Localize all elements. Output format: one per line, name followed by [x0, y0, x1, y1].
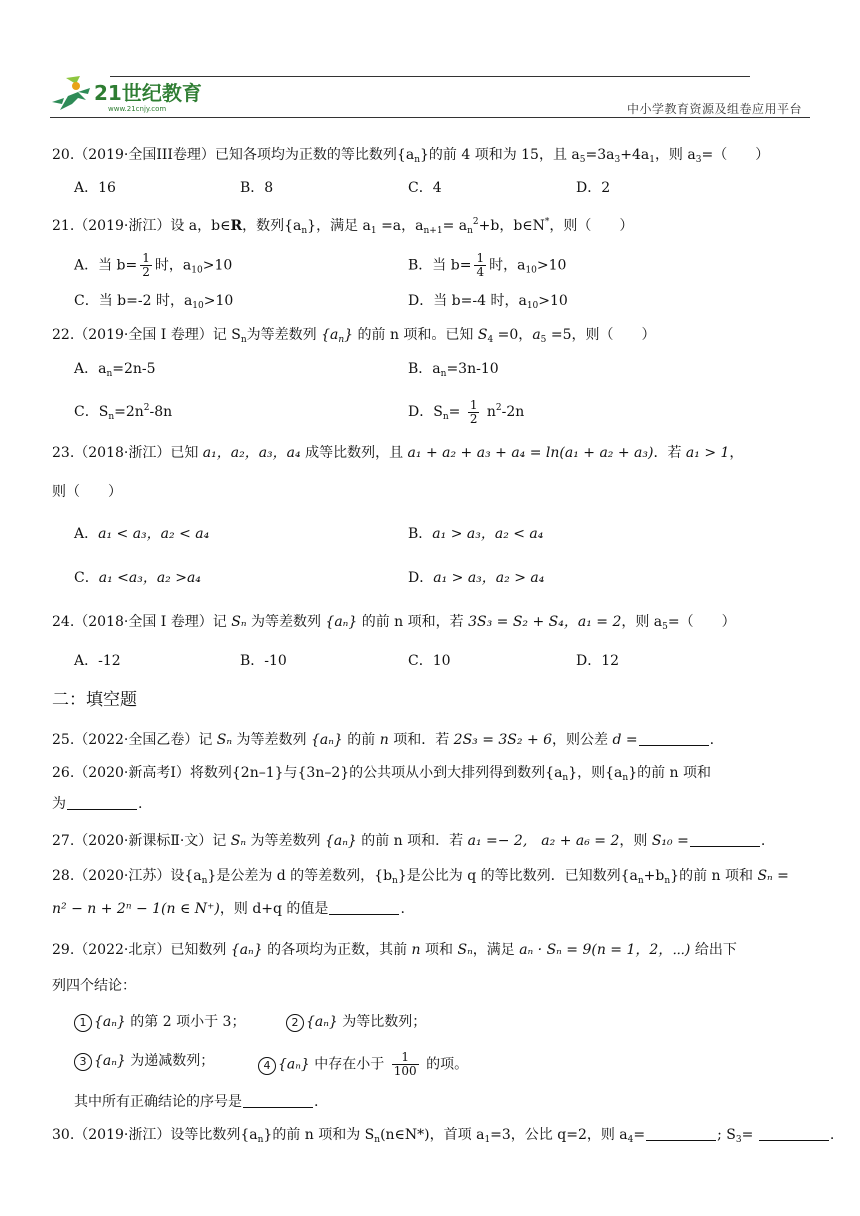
answer-blank[interactable] — [646, 1126, 716, 1141]
q29-conclusion-4: 4 {aₙ} 中存在小于 $\frac{1}{100}$ 的项。 — [258, 1051, 468, 1078]
q24-option-c: C．10 — [408, 653, 451, 669]
q23-option-d: D．a₁ > a₃，a₂ > a₄ — [408, 570, 545, 586]
q29-conclusion-1: 1 {aₙ} 的第 2 项小于 3； — [74, 1012, 245, 1032]
header-rule-bottom — [50, 117, 810, 118]
q23-option-a: A．a₁ < a₃，a₂ < a₄ — [74, 526, 210, 542]
q22-option-c: C．$S_n=2n^2-8n$ — [74, 403, 173, 422]
q23-option-b: B．a₁ > a₃，a₂ < a₄ — [408, 526, 544, 542]
question-28: 28.（2020·江苏）设$\{a_n\}$是公差为 d 的等差数列，$\{b_n\}$是公比为 q 的等比数列．已知数列$\{a_n+b_n\}$的前 n 项和 Sₙ = — [52, 868, 789, 886]
q22-option-b: B．$a_n=3n-10$ — [408, 361, 499, 379]
question-29: 29.（2022·北京）已知数列 {aₙ} 的各项均为正数，其前 n 项和 Sₙ，满足 aₙ · Sₙ = 9(n = 1，2，⋯) 给出下 — [52, 942, 737, 958]
question-22: 22.（2019·全国 I 卷理）记 $S_n$为等差数列 $\{a_n\}$ 的前 n 项和。已知 $S_4 =0$，$a_5 =5$，则（ ） — [52, 327, 656, 345]
question-26: 26.（2020·新高考Ⅰ）将数列{2n–1}与{3n–2}的公共项从小到大排列得到数列$\{a_n\}$，则$\{a_n\}$的前 n 项和 — [52, 765, 712, 783]
q29-conclusion-2: 2 {aₙ} 为等比数列； — [286, 1012, 426, 1032]
question-27: 27.（2020·新课标Ⅱ·文）记 Sₙ 为等差数列 {aₙ} 的前 n 项和．若 a₁ =− 2, a₂ + a₆ = 2，则 S₁₀ = . — [52, 833, 766, 849]
answer-blank[interactable] — [67, 795, 137, 810]
q20-option-a: A．16 — [74, 180, 116, 196]
q20-option-c: C．4 — [408, 180, 442, 196]
q29-ask: 其中所有正确结论的序号是 . — [74, 1094, 319, 1110]
answer-blank[interactable] — [639, 731, 709, 746]
question-24: 24.（2018·全国 I 卷理）记 Sₙ 为等差数列 {aₙ} 的前 n 项和，若 3S₃ = S₂ + S₄，a₁ = 2，则 $a_5=$（ ） — [52, 614, 736, 632]
q21-option-a: A．当 b= $\frac{1}{2}$ 时，$a_{10}>10$ — [74, 251, 233, 279]
q24-option-d: D．12 — [576, 653, 620, 669]
q29-conclusion-3: 3 {aₙ} 为递减数列； — [74, 1051, 214, 1071]
question-23: 23.（2018·浙江）已知 a₁，a₂，a₃，a₄ 成等比数列，且 a₁ + a₂ + a₃ + a₄ = ln(a₁ + a₂ + a₃)．若 a₁ > 1， — [52, 445, 744, 461]
question-26-line2: 为 . — [52, 796, 143, 812]
q21-option-d: D．当 b=-4 时，$a_{10}>10$ — [408, 293, 568, 311]
q20-option-b: B．8 — [240, 180, 274, 196]
q21-option-c: C．当 b=-2 时，$a_{10}>10$ — [74, 293, 234, 311]
logo-icon — [48, 72, 218, 114]
logo-url: www.21cnjy.com — [108, 105, 167, 113]
answer-blank[interactable] — [759, 1126, 829, 1141]
question-23-line2: 则（ ） — [52, 484, 122, 500]
section-title: 二：填空题 — [52, 690, 137, 710]
q20-option-d: D．2 — [576, 180, 611, 196]
answer-blank[interactable] — [243, 1093, 313, 1108]
question-25: 25.（2022·全国乙卷）记 Sₙ 为等差数列 {aₙ} 的前 n 项和．若 2S₃ = 3S₂ + 6，则公差 d = . — [52, 732, 715, 748]
q22-option-a: A．$a_n=2n-5$ — [74, 361, 156, 379]
logo-text: 21世纪教育 — [94, 81, 202, 105]
platform-name: 中小学教育资源及组卷应用平台 — [626, 102, 802, 116]
question-30: 30.（2019·浙江）设等比数列$\{a_n\}$的前 n 项和为 $S_n(n\in N*)$，首项 $a_1=3$，公比 q=2，则 $a_4=$ ; $S_3=$ . — [52, 1127, 835, 1145]
question-21: 21.（2019·浙江）设 a，b∈R，数列$\{a_n\}$，满足 $a_1 =a$，$a_{n+1}= a_n^2+b$，b∈N*，则（ ） — [52, 217, 634, 236]
q21-option-b: B．当 b= $\frac{1}{4}$ 时，$a_{10}>10$ — [408, 251, 567, 279]
answer-blank[interactable] — [690, 832, 760, 847]
q24-option-a: A．-12 — [74, 653, 121, 669]
question-20: 20.（2019·全国III卷理）已知各项均为正数的等比数列$\{a_n\}$的前 4 项和为 15，且 $a_5=3a_3+4a_1$，则 $a_3=$（ ） — [52, 147, 770, 165]
question-28-line2: n² − n + 2ⁿ − 1(n ∈ N⁺)，则 d+q 的值是 . — [52, 901, 405, 917]
q23-option-c: C．a₁ <a₃，a₂ >a₄ — [74, 570, 201, 586]
q24-option-b: B．-10 — [240, 653, 287, 669]
q22-option-d: D．$S_n=$ $\frac{1}{2}$ $n^2-2n$ — [408, 397, 525, 426]
question-29-line2: 列四个结论： — [52, 978, 136, 994]
answer-blank[interactable] — [329, 900, 399, 915]
